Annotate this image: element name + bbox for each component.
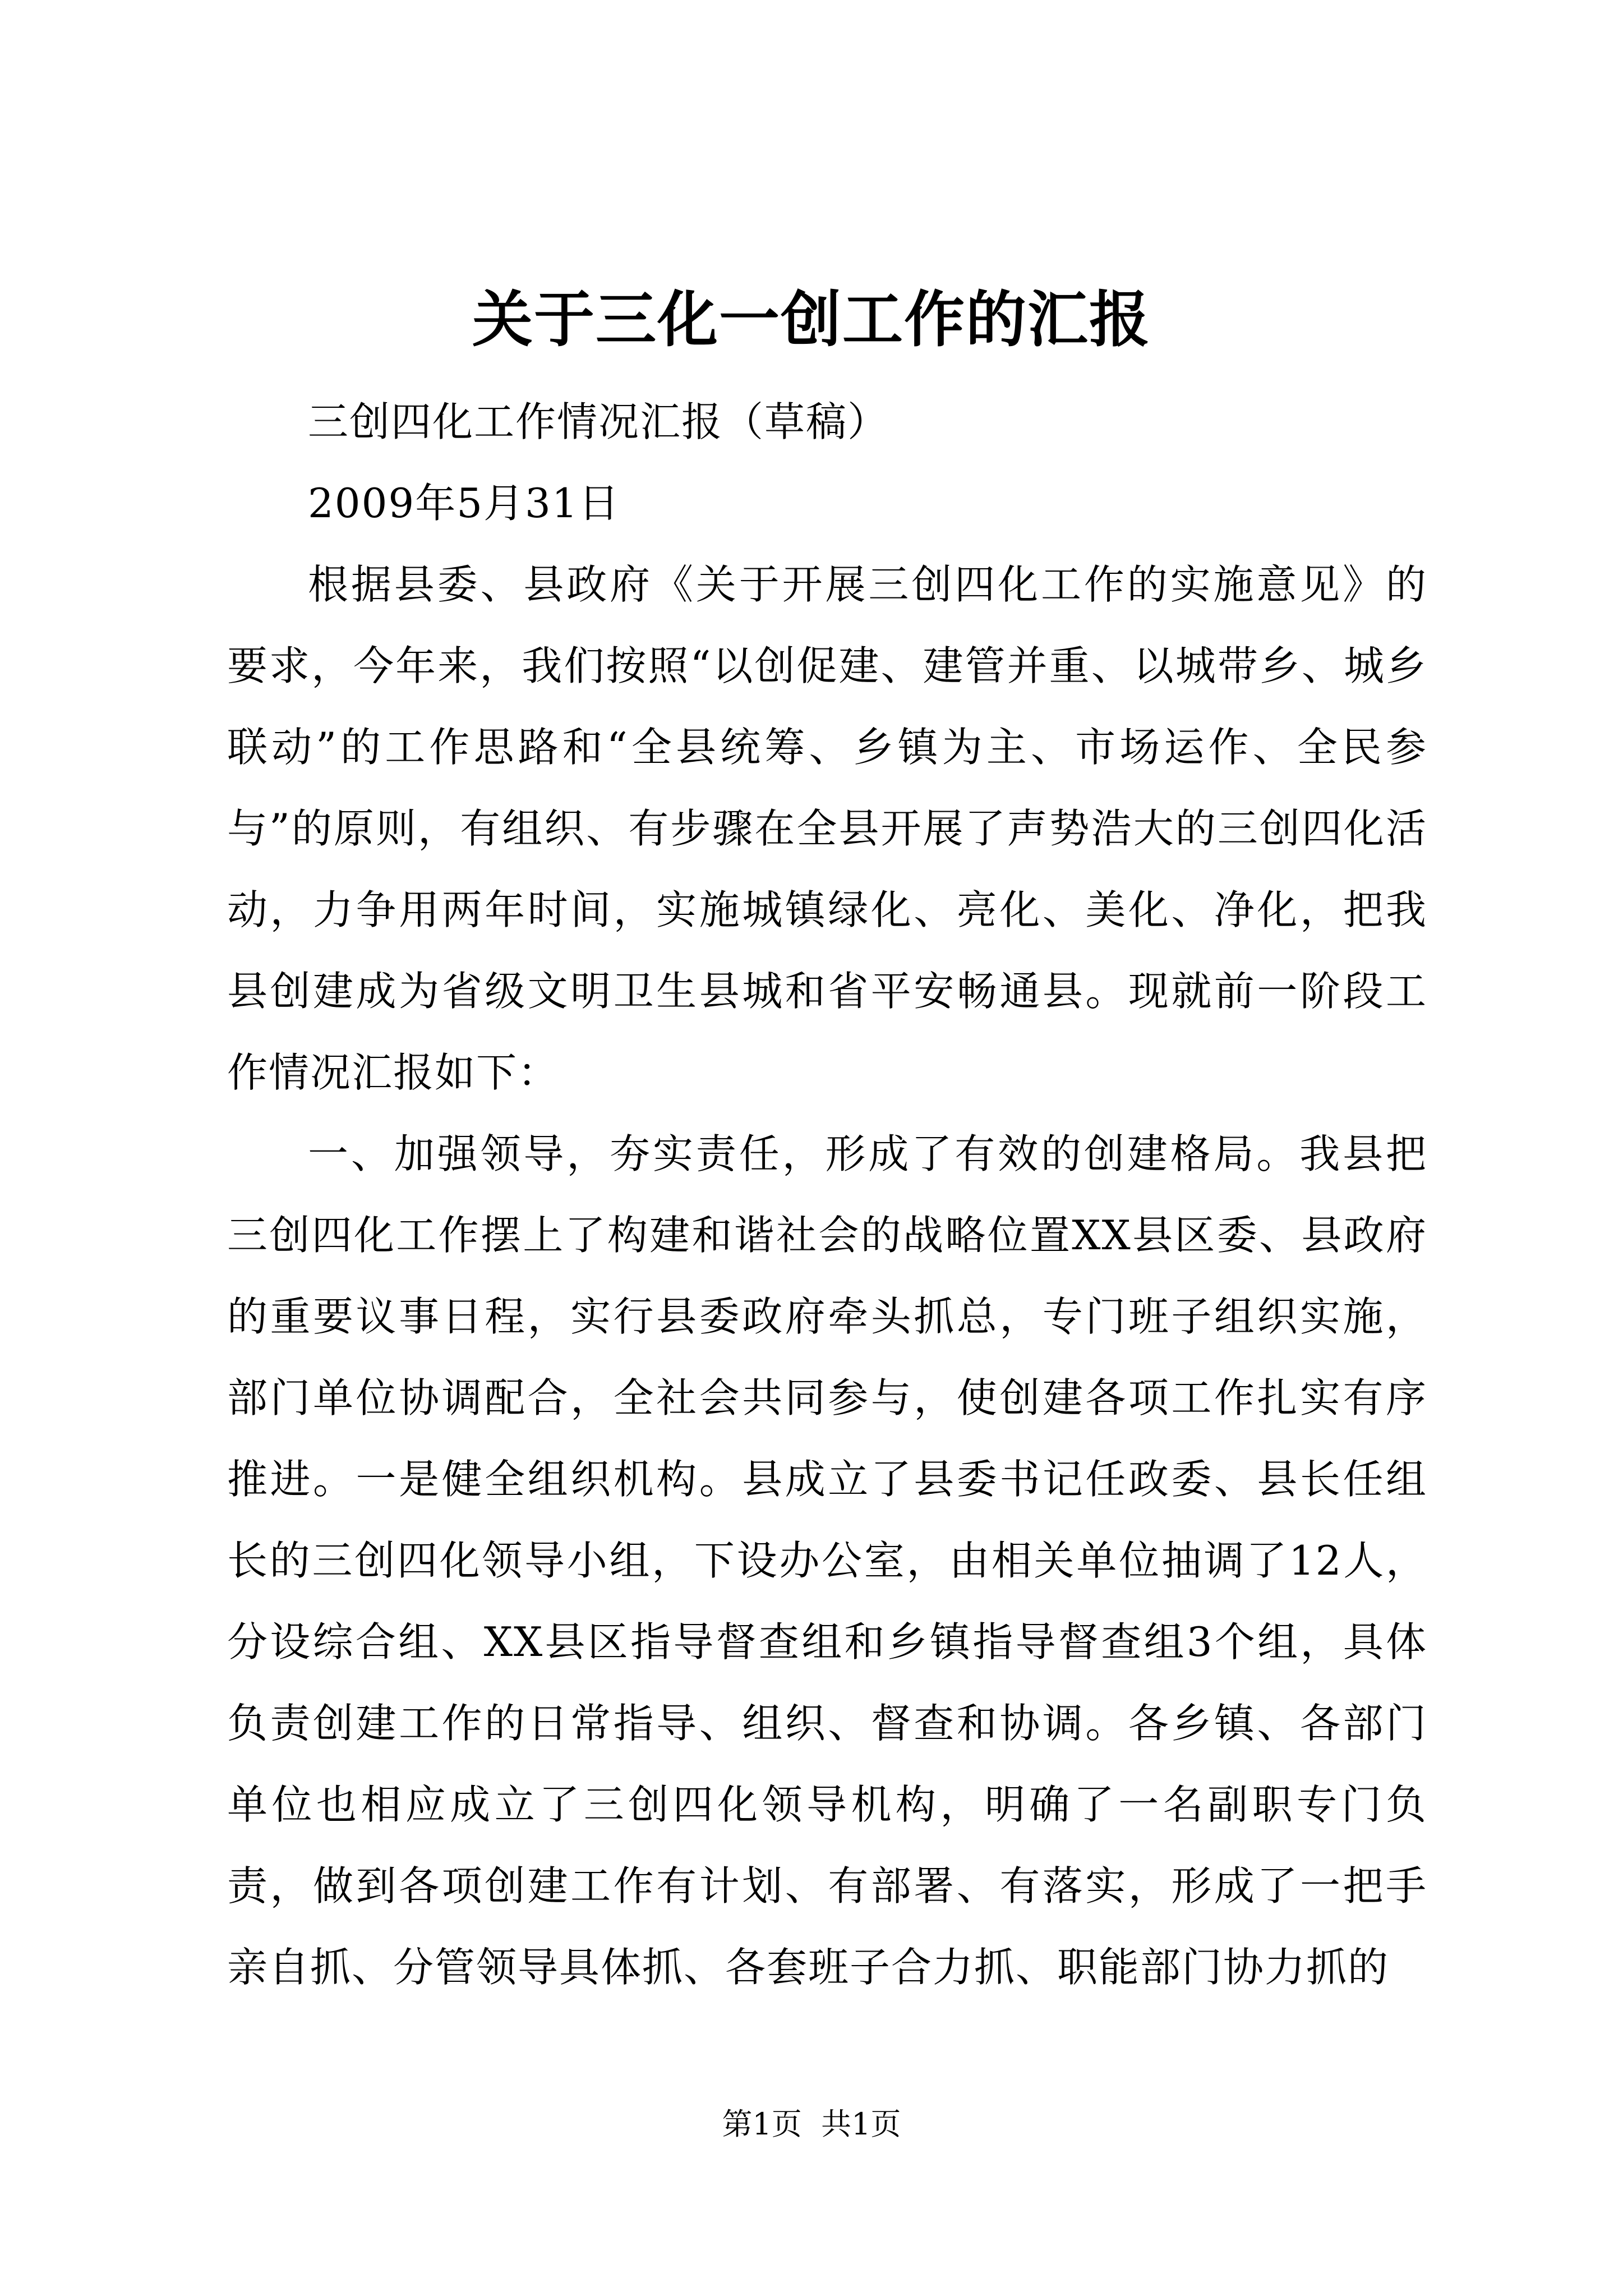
total-pages: 共1页 [821, 2106, 901, 2142]
date-paragraph: 2009年5月31日 [308, 480, 620, 527]
document-title: 关于三化一创工作的汇报 [472, 284, 1151, 355]
intro-paragraph: 根据县委、县政府《关于开展三创四化工作的实施意见》的要求，今年来，我们按照“以创促建、建管并重、以城带乡、城乡联动”的工作思路和“全县统筹、乡镇为主、市场运作、全民参与”的原则，有组织、有步骤在全县开展了声势浩大的三创四化活动，力争用两年时间，实施城镇绿化、亮化、美化、净化，把我县创建成为省级文明卫生县城和省平安畅通县。现就前一阶段工作情况汇报如下： [227, 561, 1427, 1096]
document-body [227, 381, 1427, 2008]
footer-spacer [802, 2106, 821, 2142]
subtitle-paragraph: 三创四化工作情况汇报（草稿） [308, 398, 889, 445]
section-one-paragraph: 一、加强领导，夯实责任，形成了有效的创建格局。我县把三创四化工作摆上了构建和谐社会的战略位置XX县区委、县政府的重要议事日程，实行县委政府牵头抓总，专门班子组织实施，部门单位协调配合，全社会共同参与，使创建各项工作扎实有序推进。一是健全组织机构。县成立了县委书记任政委、县长任组长的三创四化领导小组，下设办公室，由相关单位抽调了12人，分设综合组、XX县区指导督查组和乡镇指导督查组3个组，具体负责创建工作的日常指导、组织、督查和协调。各乡镇、各部门单位也相应成立了三创四化领导机构，明确了一名副职专门负责，做到各项创建工作有计划、有部署、有落实，形成了一把手亲自抓、分管领导具体抓、各套班子合力抓、职能部门协力抓的 [227, 1130, 1427, 1991]
page-number: 第1页 [722, 2106, 802, 2142]
page-footer [0, 2105, 1623, 2144]
